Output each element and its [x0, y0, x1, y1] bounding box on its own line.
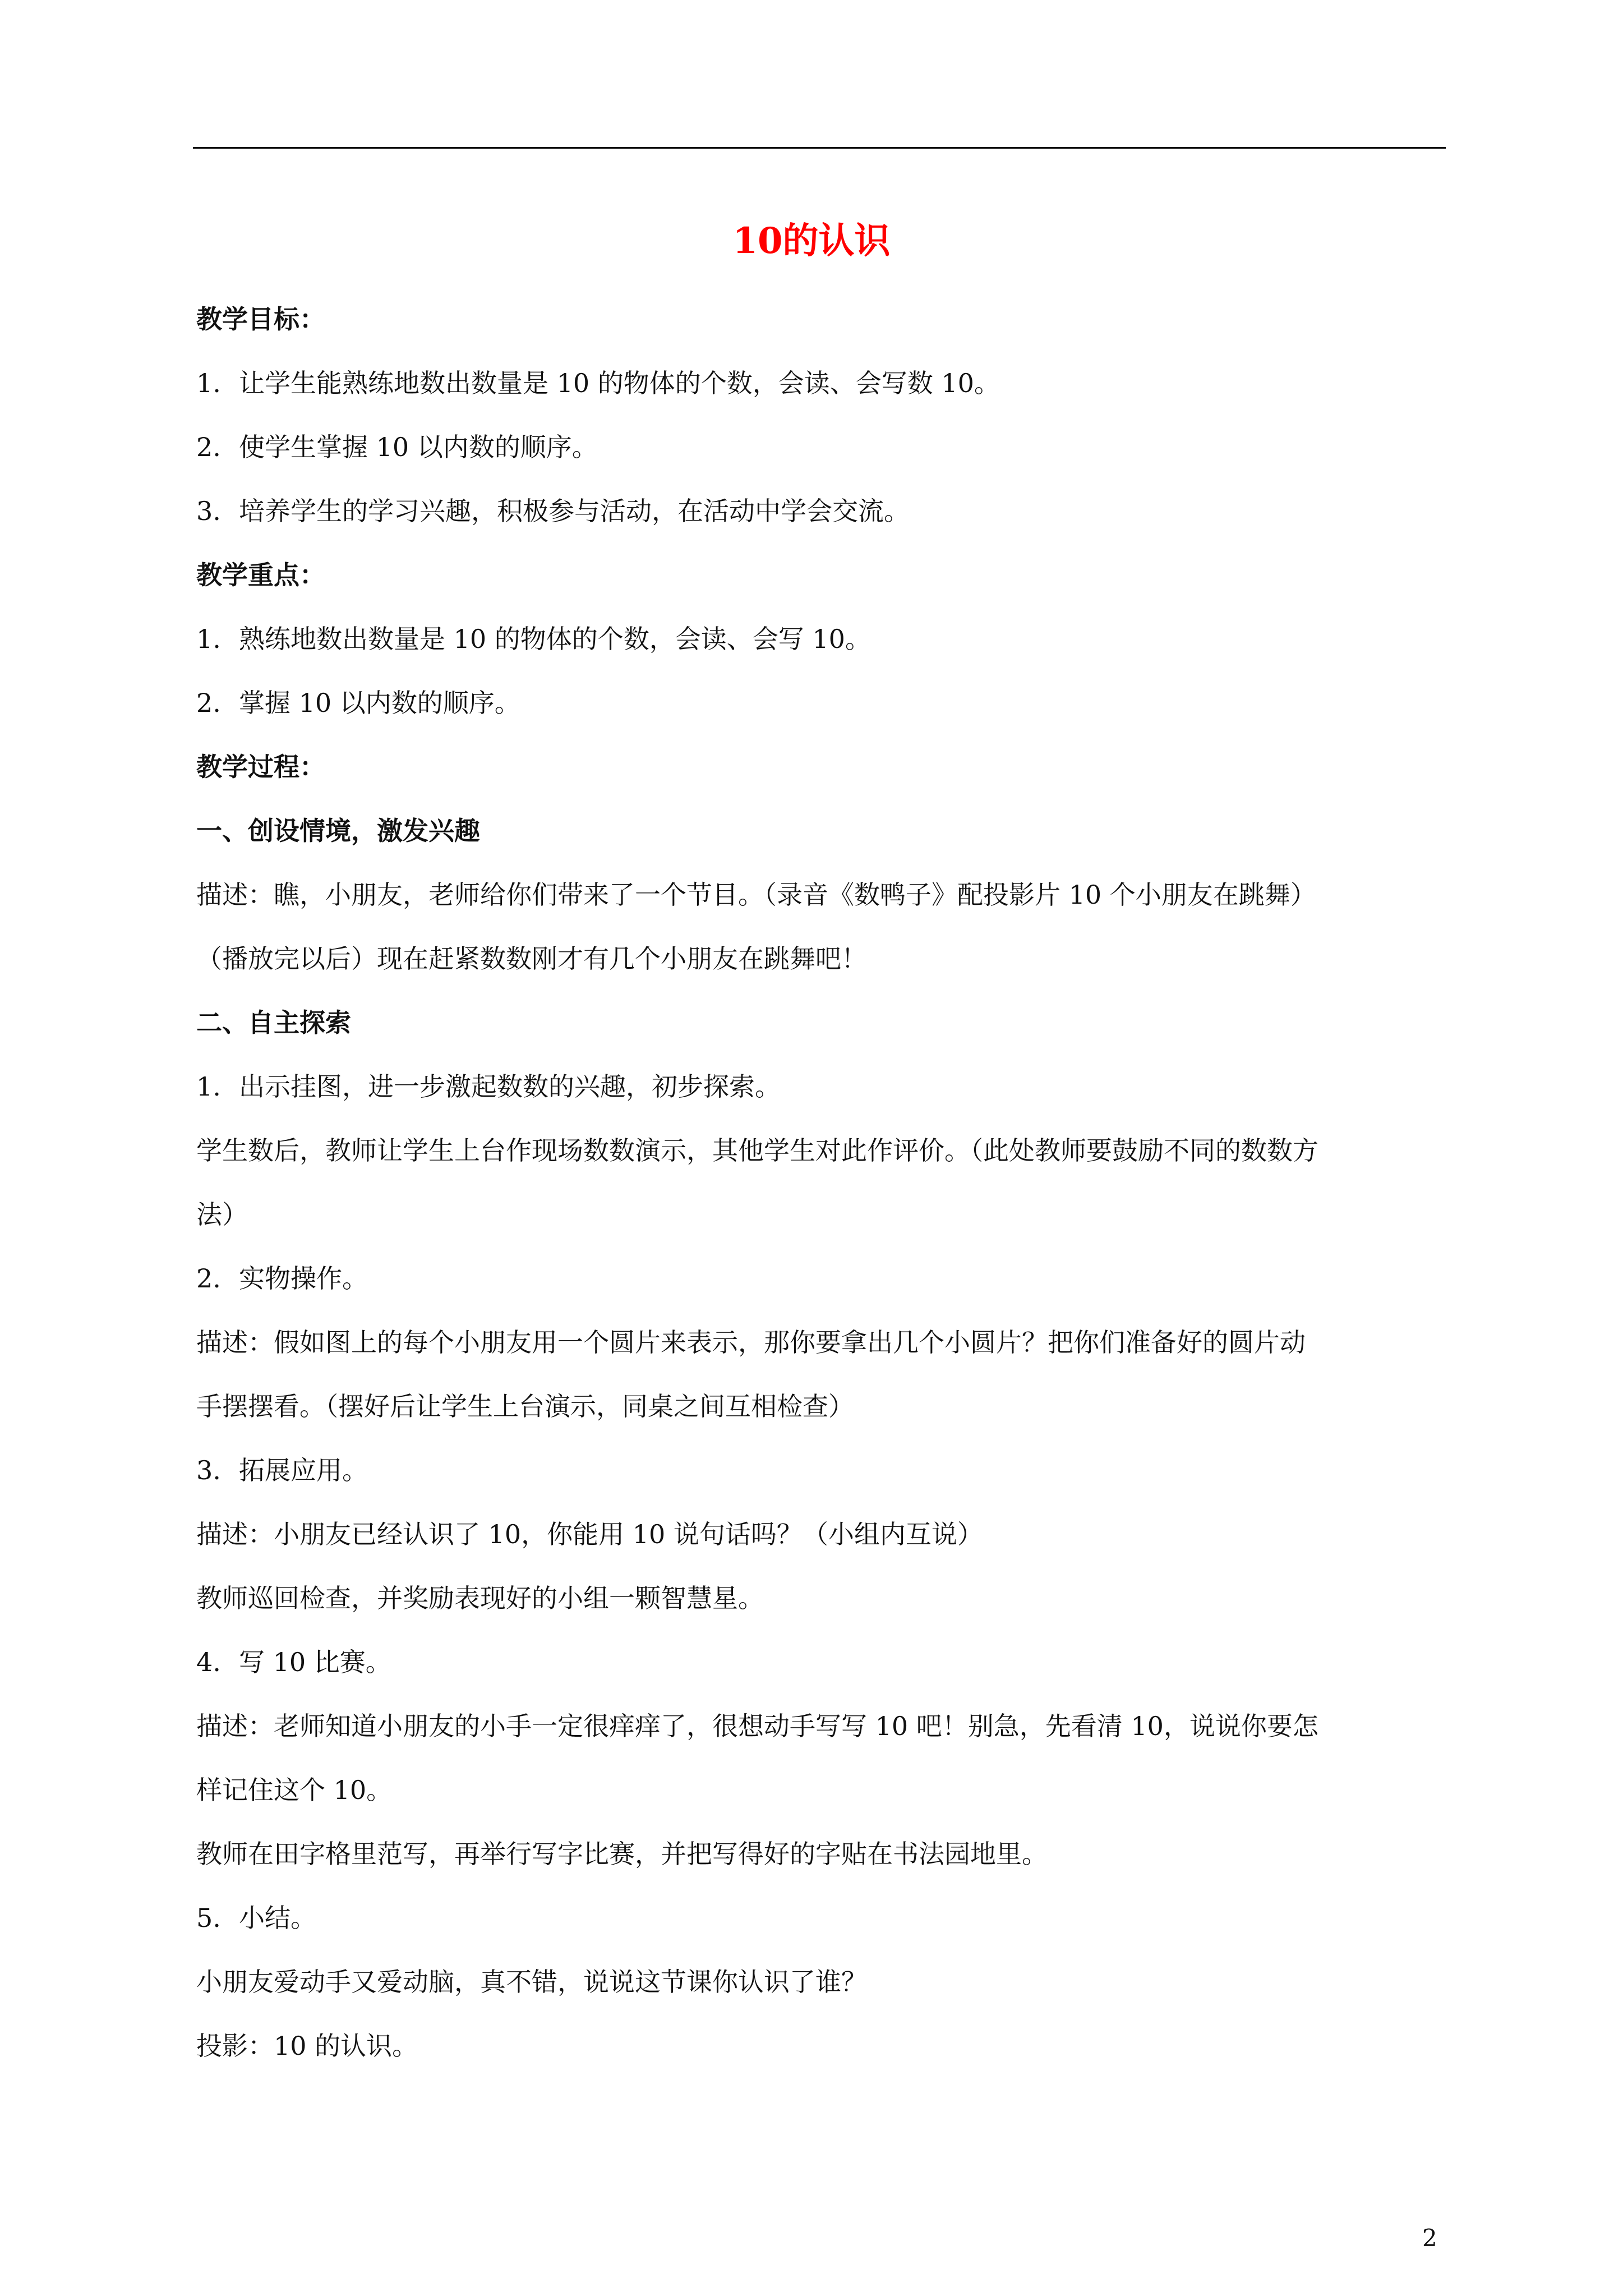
body-line: [196, 671, 1447, 735]
line-text: 描述：老师知道小朋友的小手一定很痒痒了，很想动手写写 10 吧！别急，先看清 10，说说你要怎: [196, 1711, 1318, 1741]
body-line: [196, 1950, 1447, 2014]
section-heading: [196, 287, 1447, 351]
list-number: 3.: [196, 1455, 221, 1485]
line-text: 教学重点：: [196, 560, 325, 590]
body-line: [196, 1246, 1447, 1310]
body-line: [196, 1055, 1447, 1119]
line-text: 熟练地数出数量是 10 的物体的个数，会读、会写 10。: [239, 624, 871, 654]
body-line: [196, 1182, 1447, 1246]
list-number: 1.: [196, 624, 221, 654]
line-text: 使学生掌握 10 以内数的顺序。: [239, 432, 598, 462]
body-line: [196, 1310, 1447, 1374]
line-text: 手摆摆看。（摆好后让学生上台演示，同桌之间互相检查）: [196, 1391, 854, 1421]
body-line: [196, 1694, 1447, 1758]
line-text: 二、自主探索: [196, 1007, 351, 1038]
body-line: [196, 2014, 1447, 2078]
line-text: 描述：瞧，小朋友，老师给你们带来了一个节目。（录音《数鸭子》配投影片 10 个小朋友在跳舞）: [196, 880, 1316, 910]
line-text: 培养学生的学习兴趣，积极参与活动，在活动中学会交流。: [239, 496, 910, 526]
section-heading: [196, 543, 1447, 607]
line-text: 教师巡回检查，并奖励表现好的小组一颗智慧星。: [196, 1583, 764, 1613]
line-text: 教学目标：: [196, 304, 325, 334]
line-text: 教学过程：: [196, 752, 325, 782]
body-line: [196, 1119, 1447, 1182]
list-number: 1.: [196, 1071, 221, 1102]
body-line: [196, 1630, 1447, 1694]
section-heading: [196, 991, 1447, 1055]
line-text: 描述：假如图上的每个小朋友用一个圆片来表示，那你要拿出几个小圆片？把你们准备好的圆片动: [196, 1327, 1306, 1358]
line-text: 一、创设情境，激发兴趣: [196, 816, 480, 846]
document-body: [196, 287, 1447, 2078]
section-heading: [196, 735, 1447, 799]
list-number: 2.: [196, 688, 221, 718]
list-number: 1.: [196, 368, 221, 398]
list-number: 4.: [196, 1647, 221, 1677]
line-text: 描述：小朋友已经认识了 10，你能用 10 说句话吗？（小组内互说）: [196, 1519, 983, 1549]
section-heading: [196, 799, 1447, 863]
body-line: [196, 863, 1447, 927]
list-number: 2.: [196, 432, 221, 462]
line-text: （播放完以后）现在赶紧数数刚才有几个小朋友在跳舞吧！: [196, 944, 867, 974]
line-text: 掌握 10 以内数的顺序。: [239, 688, 520, 718]
body-line: [196, 1758, 1447, 1822]
body-line: [196, 927, 1447, 991]
body-line: [196, 351, 1447, 415]
line-text: 出示挂图，进一步激起数数的兴趣，初步探索。: [239, 1071, 781, 1102]
line-text: 学生数后，教师让学生上台作现场数数演示，其他学生对此作评价。（此处教师要鼓励不同的数数方: [196, 1135, 1318, 1166]
list-number: 2.: [196, 1263, 221, 1294]
line-text: 写 10 比赛。: [239, 1647, 391, 1677]
line-text: 法）: [196, 1199, 248, 1230]
line-text: 拓展应用。: [239, 1455, 368, 1485]
body-line: [196, 1566, 1447, 1630]
body-line: [196, 1886, 1447, 1950]
body-line: [196, 607, 1447, 671]
body-line: [196, 1502, 1447, 1566]
line-text: 让学生能熟练地数出数量是 10 的物体的个数，会读、会写数 10。: [239, 368, 1000, 398]
line-text: 教师在田字格里范写，再举行写字比赛，并把写得好的字贴在书法园地里。: [196, 1839, 1048, 1869]
body-line: [196, 415, 1447, 479]
body-line: [196, 1822, 1447, 1886]
header-rule: [193, 147, 1446, 149]
list-number: 5.: [196, 1903, 221, 1933]
page-number: 2: [1422, 2224, 1437, 2252]
line-text: 投影：10 的认识。: [196, 2031, 418, 2061]
list-number: 3.: [196, 496, 221, 526]
line-text: 小结。: [239, 1903, 316, 1933]
document-title: 10的认识: [732, 220, 891, 262]
line-text: 小朋友爱动手又爱动脑，真不错，说说这节课你认识了谁？: [196, 1967, 867, 1997]
body-line: [196, 1374, 1447, 1438]
line-text: 样记住这个 10。: [196, 1775, 393, 1805]
body-line: [196, 1438, 1447, 1502]
line-text: 实物操作。: [239, 1263, 368, 1294]
body-line: [196, 479, 1447, 543]
